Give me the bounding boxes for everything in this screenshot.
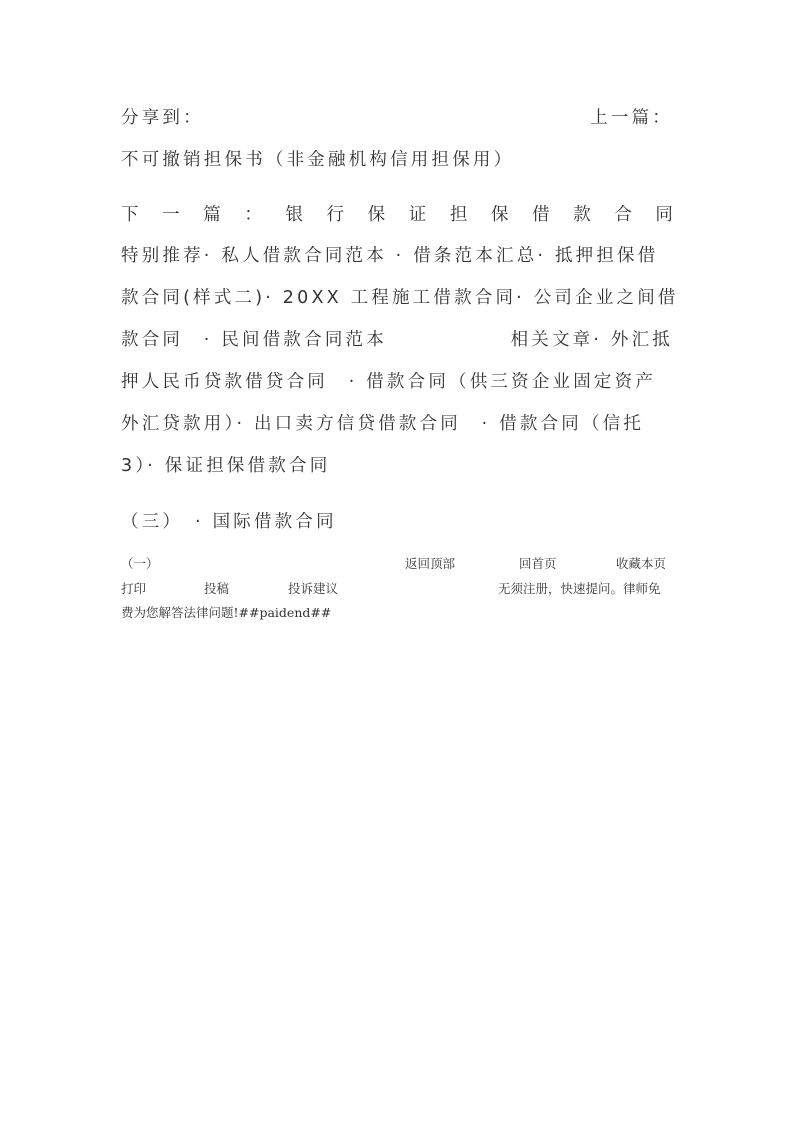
next-article-char: 款: [573, 205, 591, 225]
favorite-link[interactable]: 收藏本页: [616, 556, 667, 571]
recommend-line-1[interactable]: 特别推荐· 私人借款合同范本 · 借条范本汇总· 抵押担保借: [121, 246, 659, 266]
next-article-char: 行: [326, 205, 345, 225]
next-article-char: 保: [490, 205, 509, 225]
recommend-line-3-left[interactable]: 款合同 · 民间借款合同范本: [121, 330, 387, 350]
print-link[interactable]: 打印: [121, 581, 147, 596]
recommend-line-7[interactable]: （三） · 国际借款合同: [121, 512, 337, 532]
prev-article-label: 上一篇：: [590, 108, 673, 128]
promo-text-line-2: 费为您解答法律问题!##paidend##: [121, 605, 332, 620]
promo-text-line-1: 无须注册，快速提问。律师免: [498, 581, 661, 596]
share-label[interactable]: 分享到：: [121, 108, 204, 128]
next-article-char: 篇: [203, 205, 221, 225]
next-article-char: ：: [244, 205, 262, 225]
next-article-char: 担: [449, 205, 468, 225]
complaint-link[interactable]: 投诉建议: [288, 581, 339, 596]
next-article-char: 下: [121, 205, 139, 225]
back-to-top-link[interactable]: 返回顶部: [405, 556, 456, 571]
next-article-char: 一: [162, 205, 180, 225]
next-article-char: 同: [655, 205, 673, 225]
next-article-row[interactable]: [121, 202, 673, 228]
home-link[interactable]: 回首页: [519, 556, 557, 571]
next-article-char: 借: [532, 205, 550, 225]
recommend-line-6[interactable]: 3）· 保证担保借款合同: [121, 456, 331, 476]
related-articles-start[interactable]: 相关文章· 外汇抵: [510, 330, 673, 350]
next-article-char: 证: [408, 205, 427, 225]
next-article-char: 合: [614, 205, 632, 225]
next-article-char: 保: [367, 205, 386, 225]
submit-link[interactable]: 投稿: [204, 581, 230, 596]
recommend-line-4[interactable]: 押人民币贷款借贷合同 · 借款合同（供三资企业固定资产: [121, 372, 657, 392]
recommend-line-2[interactable]: 款合同(样式二)· 20XX 工程施工借款合同· 公司企业之间借: [121, 288, 679, 308]
next-article-char: 银: [285, 205, 303, 225]
recommend-line-5[interactable]: 外汇贷款用）· 出口卖方信贷借款合同 · 借款合同（信托: [121, 414, 645, 434]
footer-item-one: （一）: [121, 556, 159, 571]
prev-article-link[interactable]: 不可撤销担保书（非金融机构信用担保用）: [121, 150, 515, 170]
